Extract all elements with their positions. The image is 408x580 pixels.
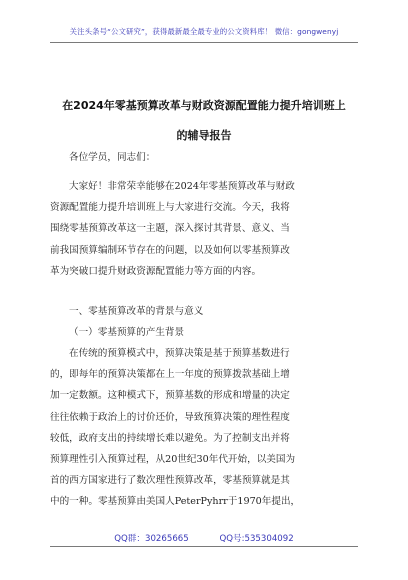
section-heading-text: 一、零基预算改革的背景与意义 [69, 306, 204, 317]
text-line: 中的一种。零基预算由美国人PeterPyhrr于1970年提出， [50, 496, 301, 508]
footer-divider [50, 546, 358, 547]
text-line: 较低，政府支出的持续增长难以避免。为了控制支出并将 [50, 432, 290, 444]
text-line: 在传统的预算模式中，预算决策是基于预算基数进行 [69, 348, 290, 359]
header-banner: 关注头条号“公文研究”，获得最新最全最专业的公文资料库！ 微信：gongwenyj [69, 27, 339, 36]
intro-paragraph [50, 176, 366, 282]
header-divider [50, 42, 358, 43]
text-line: 往往依赖于政治上的讨价还价，导致预算决策的理性程度 [50, 411, 290, 423]
greeting-text: 各位学员，同志们： [69, 152, 156, 163]
text-line: 资源配置能力提升培训班上与大家进行交流。今天，我将 [50, 202, 290, 214]
footer-qq-group: QQ群：30265665 [114, 534, 189, 544]
text-line: 首的西方国家进行了数次理性预算改革，零基预算就是其 [50, 475, 290, 487]
document-title-line-1: 在2024年零基预算改革与财政资源配置能力提升培训班上 [62, 99, 346, 112]
section-paragraph [50, 343, 366, 513]
document-title-line-2: 的辅导报告 [176, 129, 232, 142]
subsection-heading [50, 322, 366, 343]
text-line: 革为突破口提升财政资源配置能力等方面的内容。 [50, 265, 262, 277]
text-line: 围绕零基预算改革这一主题，深入探讨其背景、意义、当 [50, 223, 290, 235]
text-line: 前我国预算编制环节存在的问题，以及如何以零基预算改 [50, 244, 290, 256]
text-line: 的，即每年的预算决策都在上一年度的预算拨款基础上增 [50, 369, 290, 381]
text-line: 加一定数额。这种模式下，预算基数的形成和增量的决定 [50, 390, 290, 402]
footer-contact [0, 532, 408, 544]
text-line: 预算理性引入预算过程，从20世纪30年代开始，以美国为 [50, 454, 296, 466]
greeting [50, 147, 366, 168]
footer-qq-number: QQ号:535304092 [219, 534, 294, 544]
text-line: 大家好！非常荣幸能够在2024年零基预算改革与财政 [69, 181, 295, 192]
section-heading [50, 301, 366, 322]
subsection-heading-text: （一）零基预算的产生背景 [69, 327, 185, 338]
